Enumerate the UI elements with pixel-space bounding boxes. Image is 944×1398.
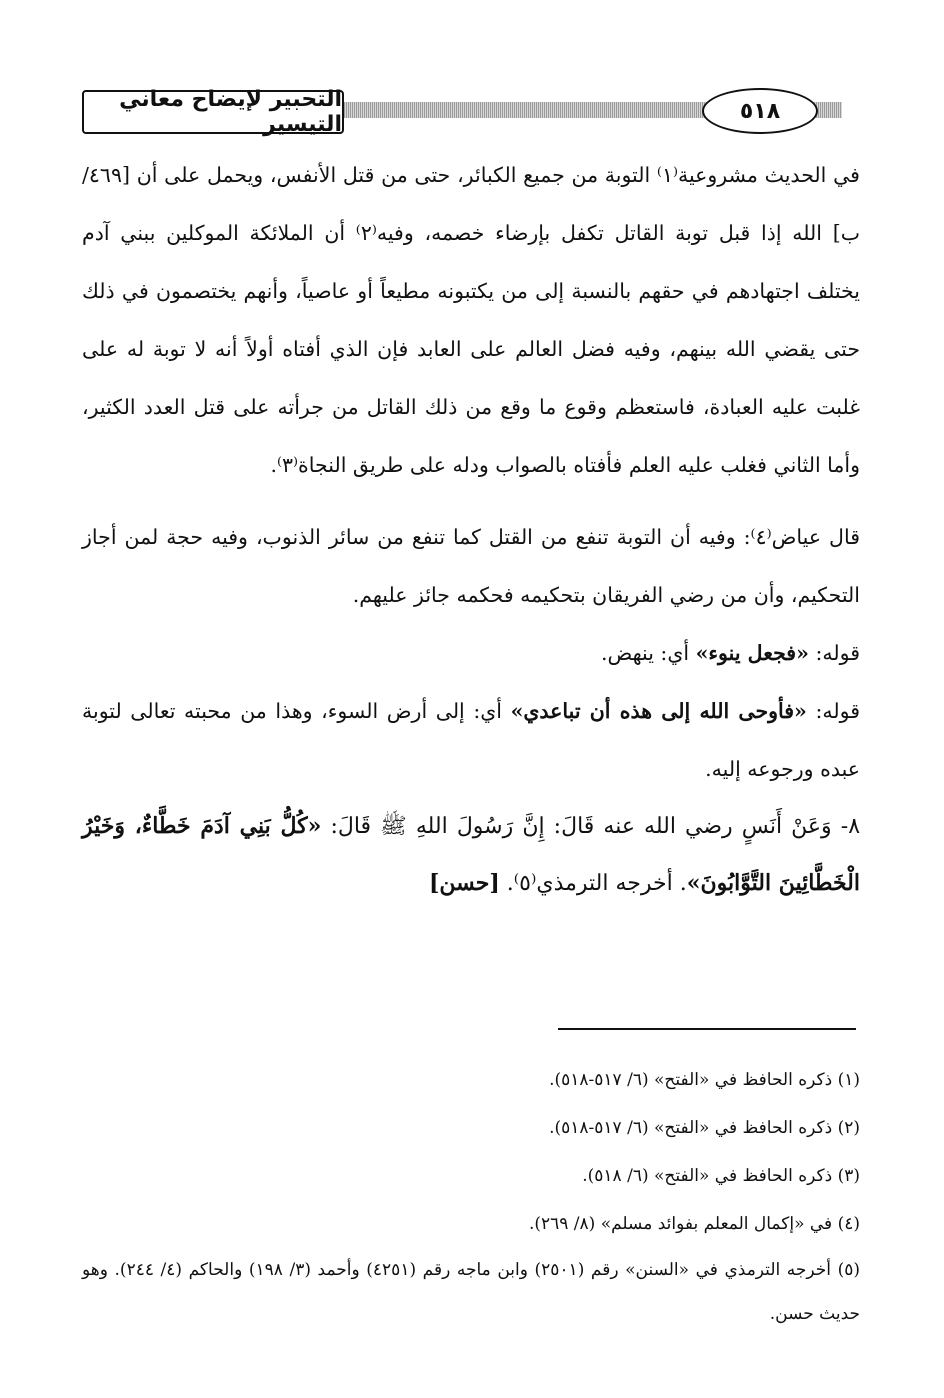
page-header (82, 86, 842, 137)
qawluhu-1 (82, 624, 860, 682)
qawluhu-1-rest: أي: ينهض. (600, 641, 696, 665)
footnotes (82, 1056, 860, 1336)
footnote-1: (١) ذكره الحافظ في «الفتح» (٦/ ٥١٧-٥١٨). (549, 1070, 860, 1090)
hadith-8 (82, 798, 860, 912)
footnote-4: (٤) في «إكمال المعلم بفوائد مسلم» (٨/ ٢٦٩). (528, 1214, 860, 1234)
qawluhu-2 (82, 682, 860, 798)
hadith-grade: [حسن] (428, 870, 500, 896)
qawluhu-1-prefix: قوله: (808, 641, 860, 665)
qawluhu-1-quote: «فجعل ينوء» (695, 641, 809, 665)
footnote-separator (558, 1028, 856, 1030)
book-title: التحبير لإيضاح معاني التيسير (82, 90, 344, 134)
footnote-2: (٢) ذكره الحافظ في «الفتح» (٦/ ٥١٧-٥١٨). (549, 1118, 860, 1138)
hadith-source: . أخرجه الترمذي⁽٥⁾. (499, 871, 687, 896)
footnote-3: (٣) ذكره الحافظ في «الفتح» (٦/ ٥١٨). (582, 1166, 860, 1186)
qawluhu-2-quote: «فأوحى الله إلى هذه أن تباعدي» (510, 699, 807, 723)
qawluhu-2-rest: أي: إلى أرض السوء، وهذا من محبته تعالى لتوبة عبده ورجوعه إليه. (82, 699, 860, 781)
hadith-intro: ٨- وَعَنْ أَنَسٍ رضي الله عنه قَالَ: إِنَّ رَسُولَ اللهِ ﷺ قَالَ: (321, 814, 861, 839)
paragraph-2: قال عياض⁽٤⁾: وفيه أن التوبة تنفع من القتل كما تنفع من سائر الذنوب، وفيه حجة لمن أجاز التحكيم، وأن من رضي الفريقان بتحكيمه فحكمه جائز عليهم. (82, 525, 860, 607)
paragraph-1: في الحديث مشروعية⁽١⁾ التوبة من جميع الكبائر، حتى من قتل الأنفس، ويحمل على أن [٤٦٩/ ب] الله إذا قبل توبة القاتل تكفل بإرضاء خصمه، وفيه⁽٢⁾ أن الملائكة الموكلين ببني آدم يختلف اجتهادهم في حقهم بالنسبة إلى من يكتبونه مطيعاً أو عاصياً، وأنهم يختصمون في ذلك حتى يقضي الله بينهم، وفيه فضل العالم على العابد فإن الذي أفتاه أولاً أنه لا توبة له على غلبت عليه العبادة، فاستعظم وقوع ما وقع من ذلك القاتل من جرأته على قتل العدد الكثير، وأما الثاني فغلب عليه العلم فأفتاه بالصواب ودله على طريق النجاة⁽٣⁾. (82, 163, 861, 477)
main-text (82, 146, 860, 912)
page-number: ٥١٨ (702, 88, 818, 134)
footnote-5: (٥) أخرجه الترمذي في «السنن» رقم (٢٥٠١) وابن ماجه رقم (٤٢٥١) وأحمد (٣/ ١٩٨) والحاكم (٤/ ٢٤٤). وهو حديث حسن. (82, 1260, 860, 1324)
qawluhu-2-prefix: قوله: (806, 699, 860, 723)
hadith-text: «كُلُّ بَنِي آدَمَ خَطَّاءٌ، وَخَيْرُ الْخَطَّائِينَ التَّوَّابُونَ» (82, 813, 860, 896)
